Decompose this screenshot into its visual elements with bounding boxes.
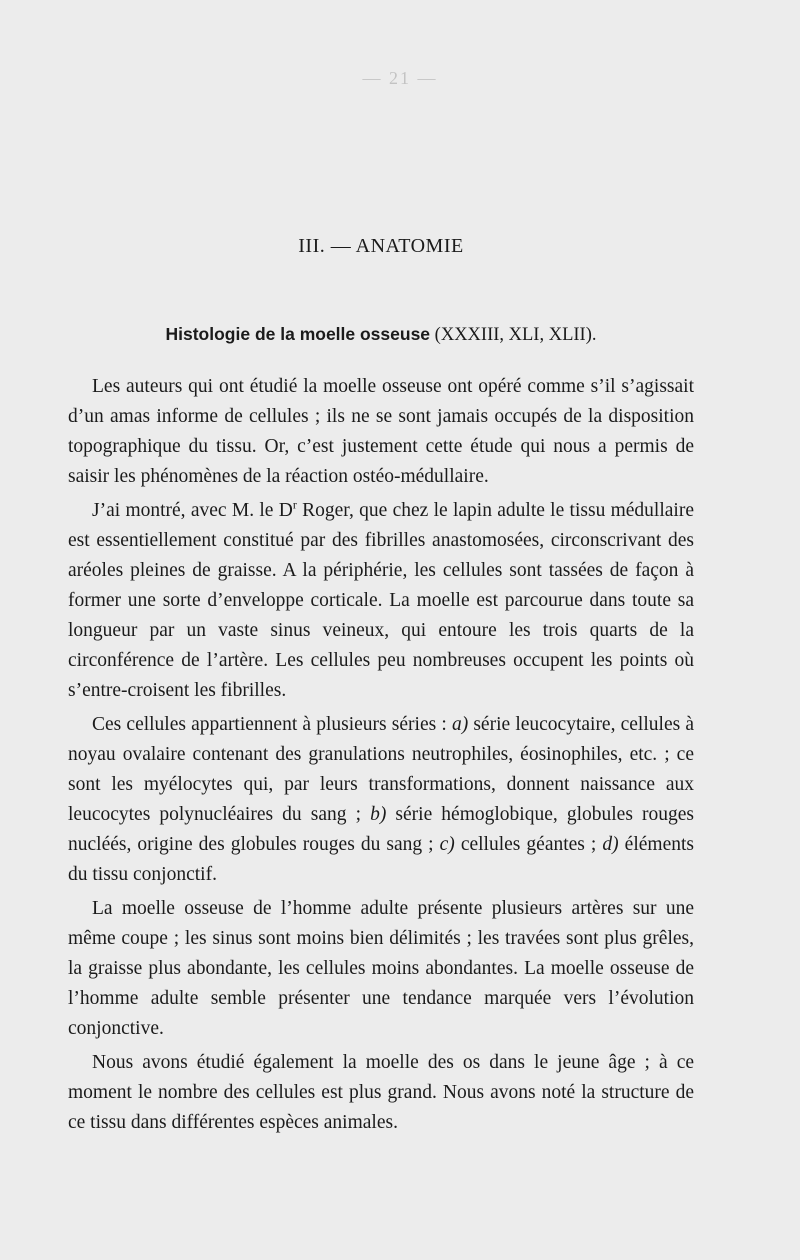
paragraph-3-part2: série leucocytaire, cellules à noyau ovalaire contenant des granulations neutrophiles, éosinophiles, etc. ; ce sont les myélocytes qui, par leurs transformations, donnent naissance aux leucocytes polynucléaires du sang ; (68, 714, 694, 825)
paragraph-2-part1: J’ai montré, avec M. le D (92, 500, 293, 521)
paragraph-2 (68, 496, 694, 706)
list-marker-b: b) (370, 804, 387, 825)
list-marker-d: d) (602, 834, 619, 855)
subsection-title-bold: Histologie de la moelle osseuse (165, 324, 431, 344)
page-content (68, 235, 694, 1142)
paragraph-5: Nous avons étudié également la moelle des os dans le jeune âge ; à ce moment le nombre des cellules est plus grand. Nous avons noté la structure de ce tissu dans différentes espèces animales. (68, 1052, 694, 1133)
paragraph-2-part2: Roger, que chez le lapin adulte le tissu médullaire est essentiellement constitué par des fibrilles anastomosées, circonscrivant des aréoles pleines de graisse. A la périphérie, les cellules sont tassées de façon à former une sorte d’enveloppe corticale. La moelle est parcourue dans toute sa longueur par un vaste sinus veineux, qui entoure les trois quarts de la circonférence de l’artère. Les cellules peu nombreuses occupent les points où s’entre-croisent les fibrilles. (68, 500, 694, 701)
list-marker-c: c) (439, 834, 455, 855)
page-number: — 21 — (362, 68, 438, 88)
doctor-superscript: r (292, 497, 297, 512)
paragraph-3-part5: éléments du tissu conjonctif. (68, 834, 694, 885)
subsection-title (68, 324, 694, 346)
section-title: III. — ANATOMIE (298, 235, 464, 257)
paragraph-3-part1: Ces cellules appartiennent à plusieurs séries : (92, 714, 452, 735)
paragraph-3-part4: cellules géantes ; (454, 834, 603, 855)
list-marker-a: a) (451, 714, 469, 735)
paragraph-4: La moelle osseuse de l’homme adulte présente plusieurs artères sur une même coupe ; les sinus sont moins bien délimités ; les travées sont plus grêles, la graisse plus abondante, les cellules moins abondantes. La moelle osseuse de l’homme adulte semble présenter une tendance marquée vers l’évolution conjonctive. (68, 898, 694, 1039)
paragraph-3-part3: série hémoglobique, globules rouges nucléés, origine des globules rouges du sang ; (68, 804, 694, 855)
paragraph-1: Les auteurs qui ont étudié la moelle osseuse ont opéré comme s’il s’agissait d’un amas informe de cellules ; ils ne se sont jamais occupés de la disposition topographique du tissu. Or, c’est justement cette étude qui nous a permis de saisir les phénomènes de la réaction ostéo-médullaire. (68, 376, 694, 487)
paragraph-3 (68, 710, 694, 890)
subsection-title-refs: (XXXIII, XLI, XLII). (434, 325, 597, 345)
